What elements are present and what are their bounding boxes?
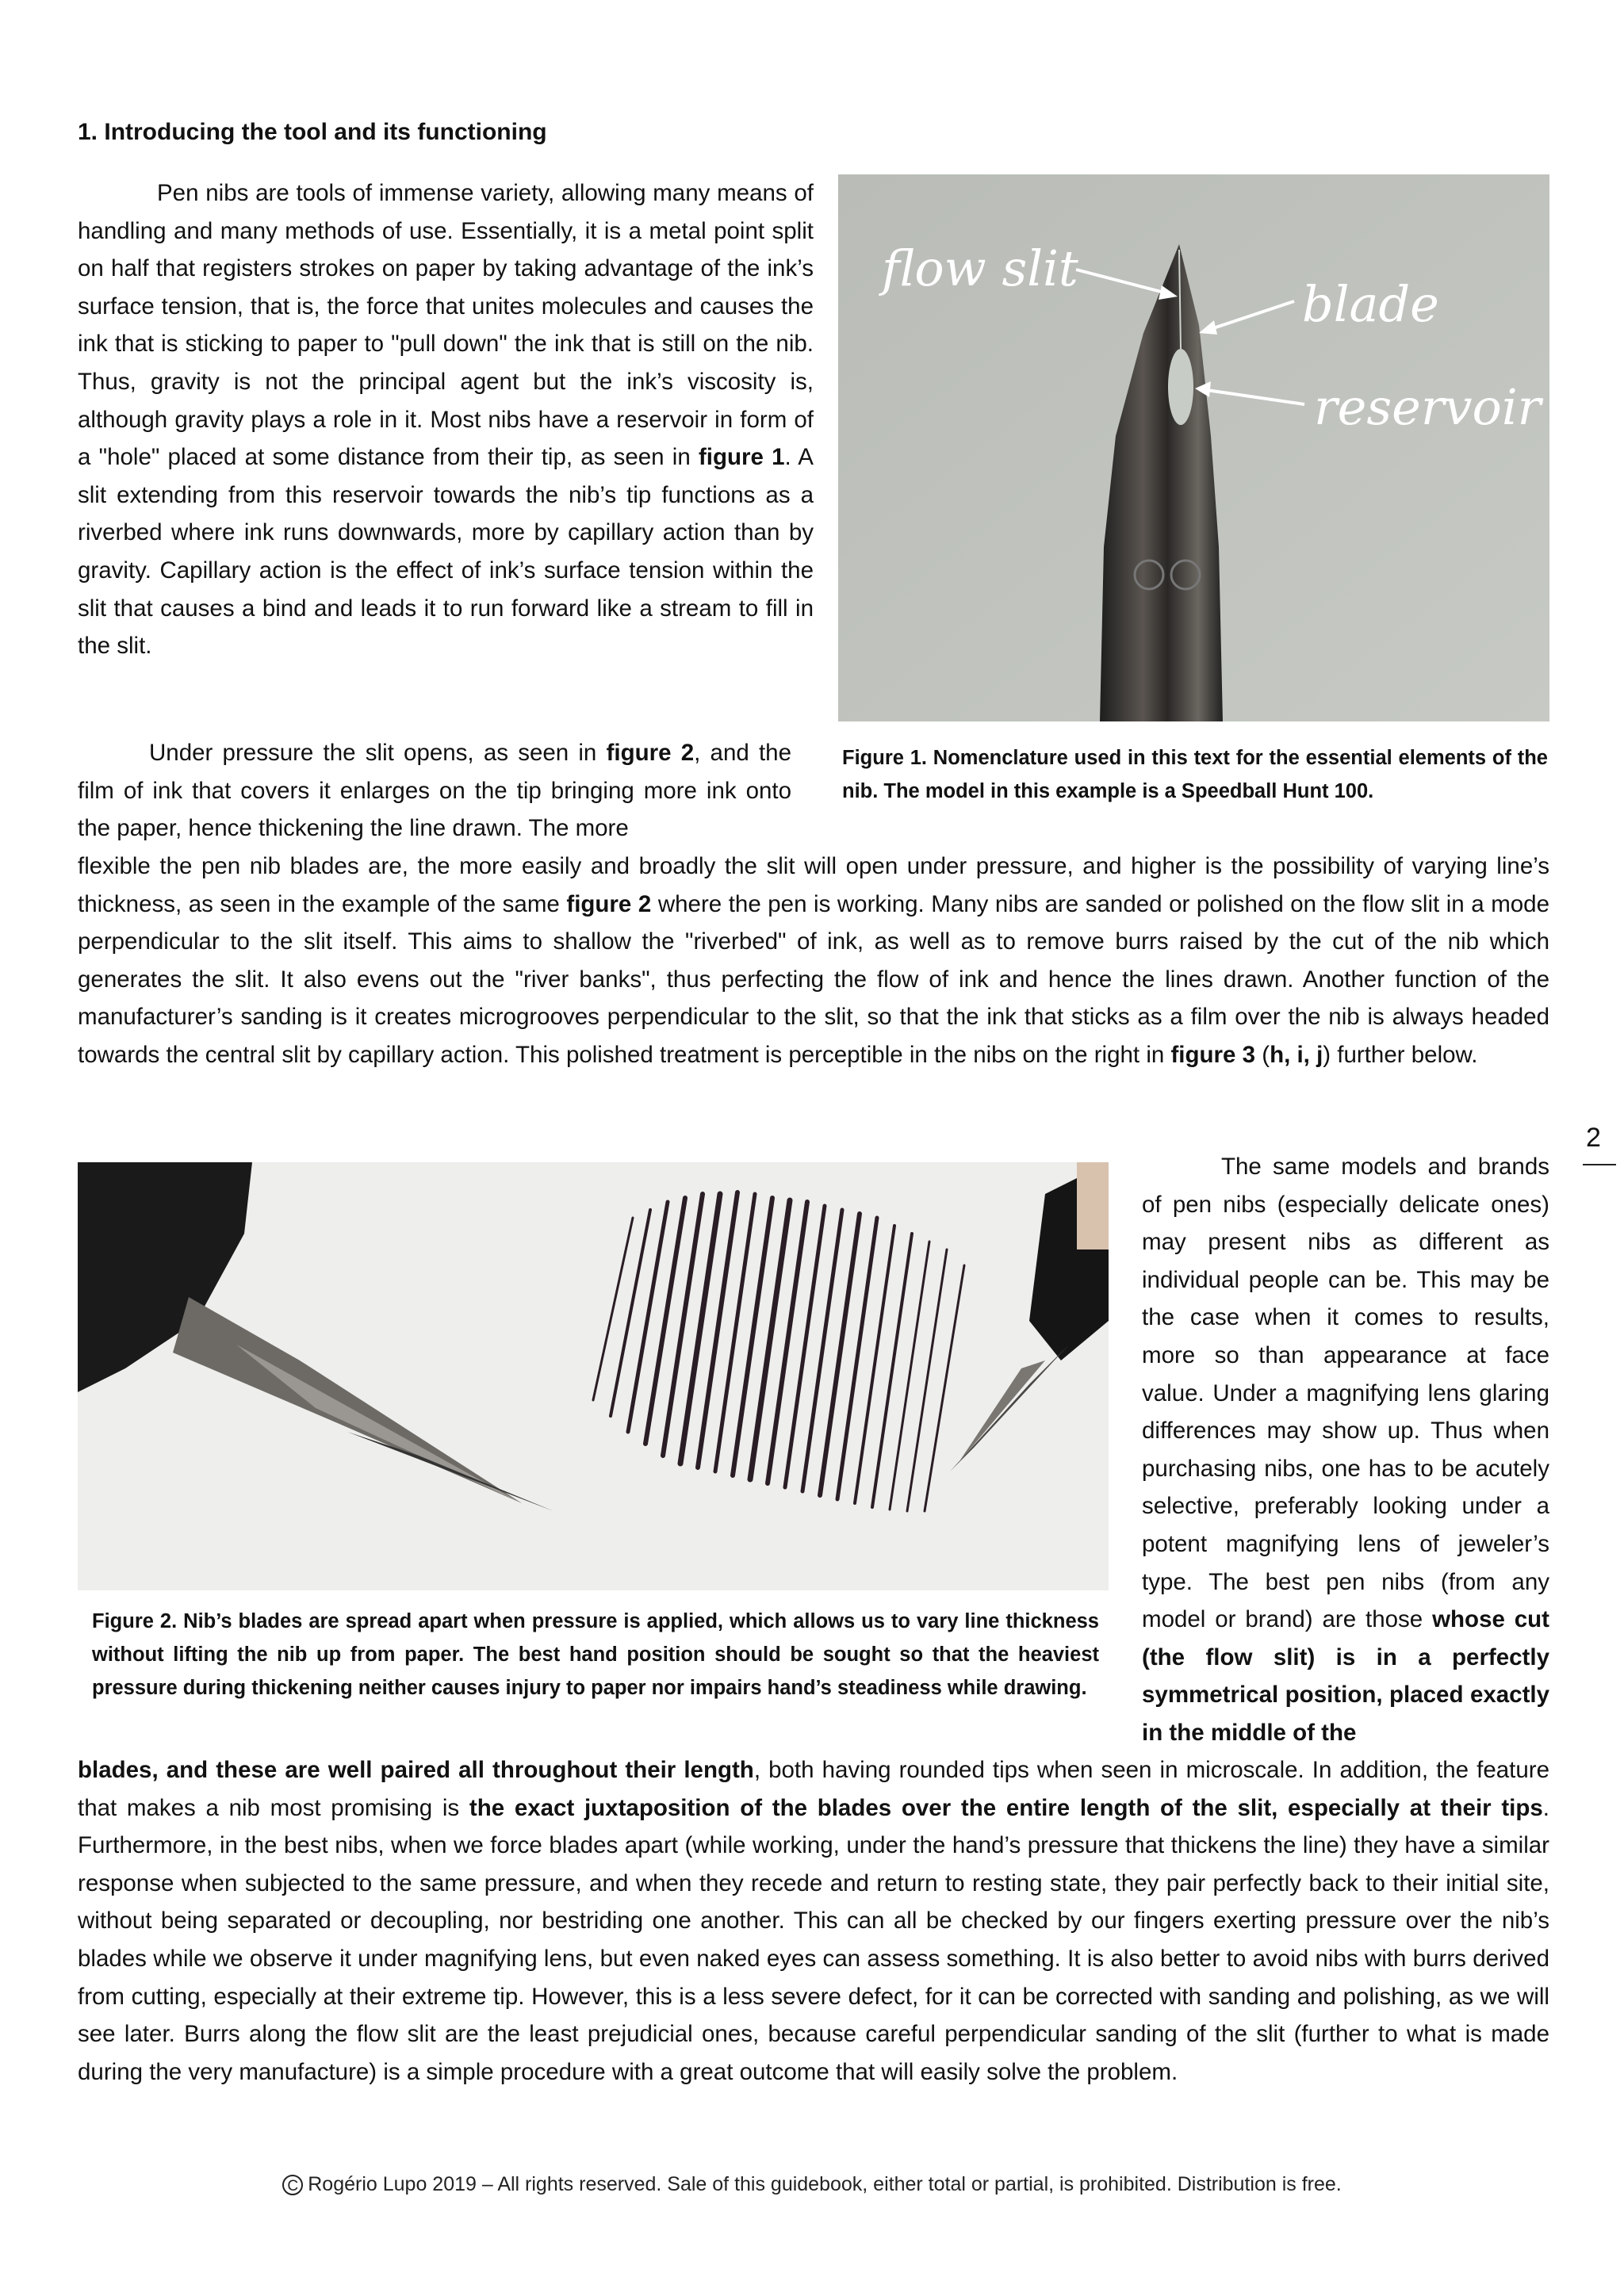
label-blade: blade bbox=[1302, 275, 1439, 333]
figure-2-reference: figure 2 bbox=[606, 740, 695, 766]
page-number-rule bbox=[1583, 1164, 1616, 1165]
nib-pressure-illustration bbox=[78, 1162, 1109, 1590]
nib-nomenclature-illustration bbox=[838, 174, 1549, 721]
para1-text: Pen nibs are tools of immense variety, allowing many means of handling and many methods of use. Essentially, it is a metal point split on half that registers strokes on paper by taking advantage of the ink’s surface tension, that is, the force that unites molecules and causes the ink that is sticking to paper to "pull down" the ink that is still on the nib. Thus, gravity is not the principal agent but the ink’s viscosity is, although gravity plays a role in it. Most nibs have a reservoir in form of a "hole" placed at some distance from their tip, as seen in bbox=[78, 180, 814, 471]
figure-1-image bbox=[838, 174, 1549, 721]
figure-3-subpanels-reference: h, i, j bbox=[1270, 1041, 1323, 1068]
para2-text-e1: ( bbox=[1262, 1041, 1270, 1068]
paragraph-pressure-wide bbox=[78, 848, 1549, 1074]
paragraph-selection-wide bbox=[78, 1751, 1549, 2091]
figure-2-caption: Figure 2. Nib’s blades are spread apart when pressure is applied, which allows us to vary line thickness without lifting the nib up from paper. The best hand position should be sought so that the heaviest pressure during thickening neither causes injury to paper nor impairs hand’s steadiness while drawing. bbox=[92, 1610, 1099, 1699]
para2-text-d: where the pen is working. Many nibs are sanded or polished on the flow slit in a mode perpendicular to the slit itself. This aims to shallow the "riverbed" of ink, as well as to remove burrs raised by the cut of the nib which generates the slit. It also evens out the "river banks", thus perfecting the flow of ink and hence the lines drawn. Another function of the manufacturer’s sanding is it creates microgrooves perpendicular to the slit, so that the ink that sticks as a film over the nib is always headed towards the central slit by capillary action. This polished treatment is perceptible in the nibs on the right in bbox=[78, 890, 1549, 1068]
para2-text-c: flexible the pen nib blades are, the more easily and broadly the slit will open under pressure, and higher is the possibility of varying line’s thickness, as seen in the example of the same bbox=[78, 853, 1549, 917]
para2-text-b: , and the film of ink that covers it enlarges on the tip bringing more ink onto the paper, hence thickening the line drawn. The more bbox=[78, 740, 791, 842]
paragraph-intro bbox=[78, 174, 814, 665]
para3-text-b: , both having rounded tips when seen in microscale. In addition, the feature that makes a nib most promising is bbox=[78, 1757, 1549, 1821]
para3-bold-a: whose cut (the flow slit) is in a perfectly symmetrical position, placed exactly in the middle of the bbox=[1142, 1606, 1550, 1746]
paragraph-pressure-narrow bbox=[78, 734, 791, 848]
para1-end-text: . A slit extending from this reservoir towards the nib’s tip functions as a riverbed where ink runs downwards, more by capillary action than by gravity. Capillary action is the effect of ink’s surface tension within the slit that causes a bind and leads it to run forward like a stream to fill in the slit. bbox=[78, 444, 814, 660]
para3-text-c: . Furthermore, in the best nibs, when we force blades apart (while working, under the hand’s pressure that thickens the line) they have a similar response when subjected to the same pressure, and when they recede and return to resting state, they pair perfectly back to their initial site, without being separated or decoupling, nor bestriding one another. This can all be checked by our fingers exerting pressure over the nib’s blades while we observe it under magnifying lens, but even naked eyes can assess something. It is also better to avoid nibs with burrs derived from cutting, especially at their extreme tip. However, this is a less severe defect, for it can be corrected with sanding and polishing, as we will see later. Burrs along the flow slit are the least prejudicial ones, because careful perpendicular sanding of the slit (further to what is made during the very manufacture) is a simple procedure with a great outcome that will easily solve the problem. bbox=[78, 1794, 1549, 2085]
para3-text-a: The same models and brands of pen nibs (especially delicate ones) may present nibs as different as individual people can be. This may be the case when it comes to results, more so than appearance at face value. Under a magnifying lens glaring differences may show up. Thus when purchasing nibs, one has to be acutely selective, preferably looking under a potent magnifying lens of jeweler’s type. The best pen nibs (from any model or brand) are those bbox=[1142, 1154, 1549, 1633]
copyright-icon: C bbox=[282, 2175, 303, 2195]
copyright-footer bbox=[0, 2173, 1624, 2196]
para2-text-e2: ) further below. bbox=[1323, 1041, 1478, 1068]
figure-1-reference: figure 1 bbox=[698, 444, 785, 471]
paragraph-selection-narrow bbox=[1142, 1148, 1549, 1752]
figure-1-caption: Figure 1. Nomenclature used in this text for the essential elements of the nib. The model in this example is a Speedball Hunt 100. bbox=[842, 747, 1548, 802]
para2-text-a: Under pressure the slit opens, as seen in bbox=[149, 740, 597, 766]
section-heading: 1. Introducing the tool and its functioning bbox=[78, 119, 547, 145]
figure-3-reference: figure 3 bbox=[1170, 1041, 1256, 1068]
figure-2-image bbox=[78, 1162, 1109, 1590]
label-reservoir: reservoir bbox=[1314, 378, 1542, 436]
label-flow-slit: flow slit bbox=[882, 239, 1078, 297]
para3-bold-c: the exact juxtaposition of the blades over the entire length of the slit, especially at their tips bbox=[469, 1794, 1543, 1821]
para3-bold-b: blades, and these are well paired all throughout their length bbox=[78, 1757, 754, 1783]
footer-text: Rogério Lupo 2019 – All rights reserved. Sale of this guidebook, either total or partial, is prohibited. Distribution is free. bbox=[308, 2173, 1342, 2195]
page-number: 2 bbox=[1586, 1123, 1601, 1153]
figure-2-reference-2: figure 2 bbox=[566, 890, 652, 917]
